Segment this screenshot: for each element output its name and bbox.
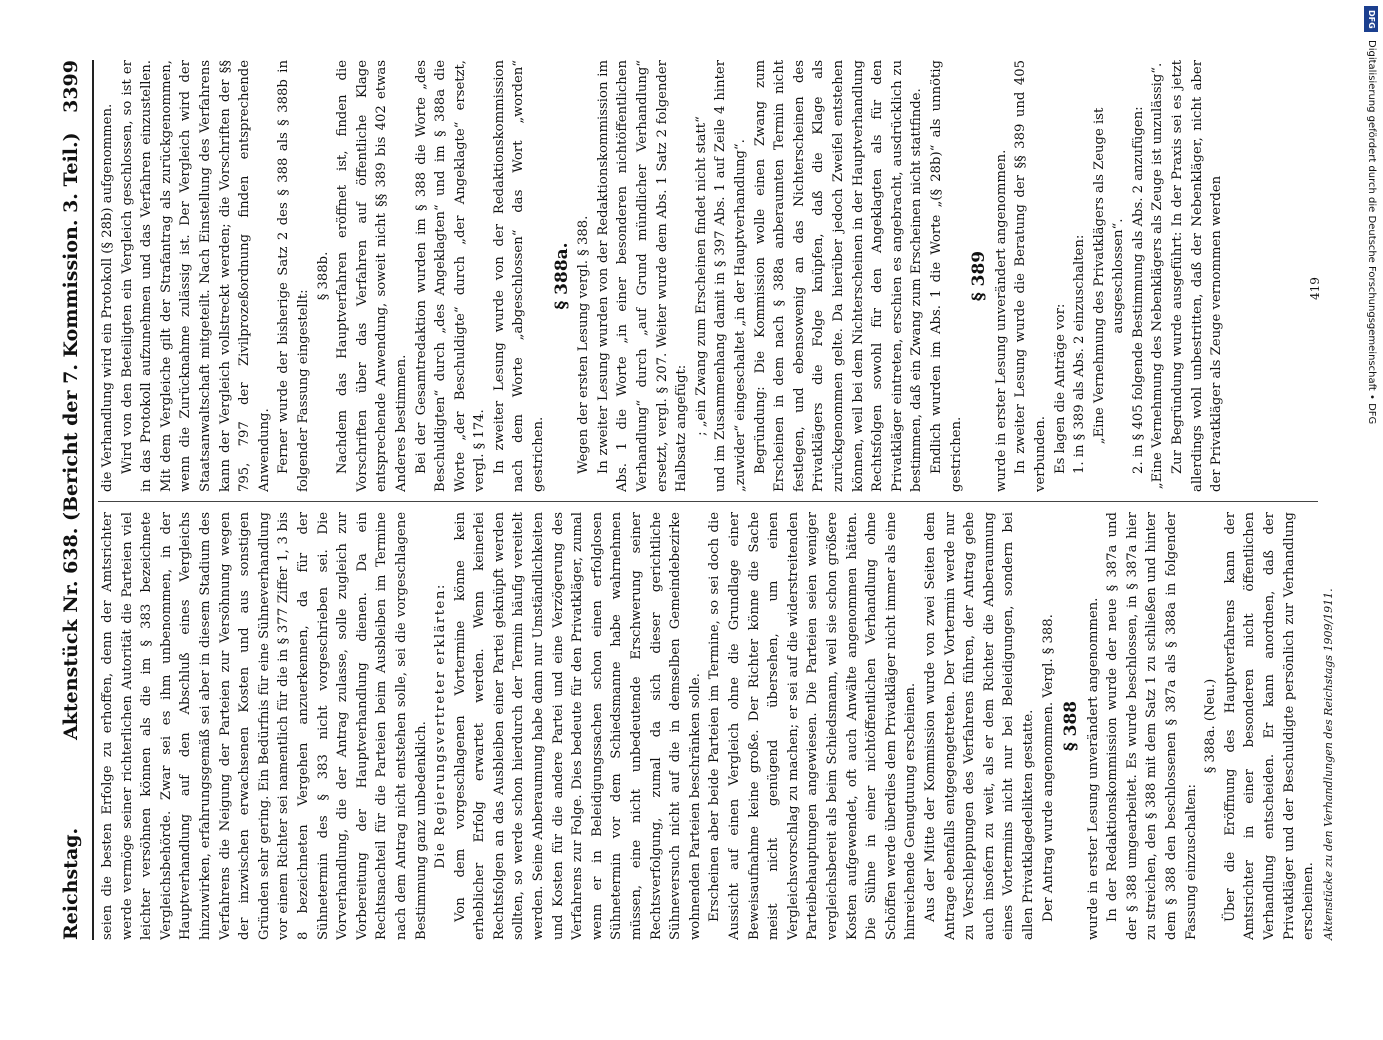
- dfg-sidebar: [1358, 0, 1383, 1000]
- page-number: 3399: [60, 60, 82, 113]
- paragraph: Der Antrag wurde angenommen. Vergl. § 388.: [1040, 614, 1056, 922]
- column-divider: [98, 501, 1318, 502]
- paragraph: und im Zusammenhang damit in § 397 Abs. 1 auf Zeile 4 hinter „zuwider“ eingeschaltet „in der Hauptverhandlung“.: [713, 60, 748, 492]
- header-rule: [92, 60, 94, 940]
- paragraph: Begründung: Die Kommission wolle einen Zwang zum Erscheinen in dem nach § 388a anberaumten Termin nicht festlegen, und ebensowenig an das Nichterscheinen des Privatklägers die Folge knüpfen, daß die Klage als zurückgenommen gelte. Da hierüber jedoch Zweifel entstehen können, weil bei dem Nichterscheinen in der Hauptverhandlung Rechtsfolgen sowohl für den Angeklagten als für den Privatkläger eintreten, erschien es angebracht, ausdrücklich zu bestimmen, daß ein Zwang zum Erscheinen nicht stattfinde.: [752, 60, 925, 492]
- paragraph: Von dem vorgeschlagenen Vortermine könne kein erheblicher Erfolg erwartet werden. Wenn keinerlei Rechtsfolgen an das Ausbleiben einer Partei geknüpft werden sollten, so werde schon hierdurch der Termin häufig vereitelt werden. Seine Anberaumung habe dann nur Umständlichkeiten und Kosten für die andere Partei und eine Verzögerung des Verfahrens zur Folge. Dies bedeute für den Privatkläger, zumal wenn er in Beleidigungssachen schon einen erfolglosen Sühnetermin vor dem Schiedsmanne habe wahrnehmen müssen, eine nicht unbedeutende Erschwerung seiner Rechtsverfolgung, zumal da sich dieser gerichtliche Sühneversuch nicht auf die in demselben Gemeindebezirke wohnenden Parteien beschränken solle.: [452, 512, 703, 940]
- paragraph: Wegen der ersten Lesung vergl. § 388.: [576, 215, 592, 474]
- section-heading-388: § 388: [1061, 700, 1082, 752]
- paragraph: wurde in erster Lesung unverändert angenommen.: [1085, 597, 1101, 940]
- left-column: [98, 512, 1318, 940]
- paragraph: Aus der Mitte der Kommission wurde von zwei Seiten dem Antrage ebenfalls entgegengetreten. Der Vortermin werde nur zu Verschleppungen des Verfahrens führen, der Antrag gehe auch insofern zu weit, als er dem Richter die Anberaumung eines Vortermins nicht nur bei Beleidigungen, sondern bei allen Privatklagedelikten gestatte.: [922, 512, 1036, 940]
- paragraph: seien die besten Erfolge zu erhoffen, denn der Amtsrichter werde vermöge seiner richterlichen Autorität die Parteien viel leichter versöhnen können als die im § 383 bezeichnete Vergleichsbehörde. Zwar sei es ihm unbenommen, in der Hauptverhandlung auf den Abschluß eines Vergleichs hinzuwirken, erfahrungsgemäß sei aber in diesem Stadium des Verfahrens die Neigung der Parteien zur Versöhnung wegen der inzwischen erwachsenen Kosten und aus sonstigen Gründen sehr gering. Ein Bedürfnis für eine Sühneverhandlung vor einem Richter sei namentlich für die in § 377 Ziffer 1, 3 bis 8 bezeichneten Vergehen anzuerkennen, da für der Sühnetermin des § 383 nicht vorgeschrieben sei. Die Vorverhandlung, die der Antrag zulasse, solle zugleich zur Vorbereitung der Hauptverhandlung dienen. Da ein Rechtsnachteil für die Parteien beim Ausbleiben im Termine nach dem Antrag nicht entstehen solle, sei die vorgeschlagene Bestimmung ganz unbedenklich.: [100, 512, 429, 940]
- dfg-logo: DFG: [1364, 6, 1378, 32]
- page-header: [60, 60, 86, 940]
- quote: ; „ein Zwang zum Erscheinen findet nicht statt“: [693, 116, 709, 436]
- paragraph: Bei der Gesamtredaktion wurden im § 388 die Worte „des Beschuldigten“ durch „des Angeklagten“ und im § 388a die Worte „der Beschuldigte“ durch „der Angeklagte“ ersetzt, vergl. § 174.: [413, 60, 488, 492]
- paragraph: In der Redaktionskommission wurde der neue § 387a und der § 388 umgearbeitet. Es wurde beschlossen, in § 387a hier zu streichen, den § 388 mit dem Satz 1 zu schließen und hinter dem § 388 den beschlossenen § 387a als § 388a in folgender Fassung einzuschalten:: [1105, 512, 1199, 940]
- section-heading-388a: § 388a.: [551, 242, 572, 310]
- header-title: Aktenstück Nr. 638. (Bericht der 7. Kommission. 3. Teil.): [60, 132, 82, 740]
- paragraph: Die Regierungsvertreter erklärten:: [433, 583, 449, 869]
- header-left: Reichstag.: [60, 827, 82, 940]
- paragraph: Erscheinen aber beide Parteien im Termine, so sei doch die Aussicht auf einen Vergleich ohne die Grundlage einer Beweisaufnahme keine große. Der Richter könne die Sache meist nicht genügend übersehen, um einen Vergleichsvorschlag zu machen; er sei auf die widerstreitenden Parteibehauptungen angewiesen. Die Parteien seien weniger vergleichsbereit als beim Schiedsmann, weil sie schon größere Kosten aufgewendet, oft auch Anwälte angenommen hätten. Die Sühne in einer nichtöffentlichen Verhandlung ohne Schöffen werde überdies dem Privatkläger nicht immer als eine hinreichende Genugtuung erscheinen.: [707, 512, 919, 940]
- quote: „Eine Vernehmung des Nebenklägers als Zeuge ist unzulässig“.: [1150, 62, 1166, 490]
- section-heading-389: § 389: [969, 250, 990, 302]
- paragraph: Endlich wurden im Abs. 1 die Worte „(§ 28b)“ als unnötig gestrichen.: [928, 60, 964, 492]
- paragraph: Ferner wurde der bisherige Satz 2 des § 388 als § 388b in folgender Fassung eingestellt:: [276, 60, 311, 492]
- paragraph: Über die Eröffnung des Hauptverfahrens kann der Amtsrichter in einer besonderen nicht öffentlichen Verhandlung entscheiden. Er kann anordnen, daß der Privatkläger und der Beschuldigte persönlich zur Verhandlung erscheinen.: [1222, 512, 1317, 940]
- dfg-credit: Digitalisierung gefördert durch die Deutsche Forschungsgemeinschaft • DFG: [1366, 40, 1377, 425]
- paragraph: Nachdem das Hauptverfahren eröffnet ist, finden die Vorschriften über das Verfahren auf öffentliche Klage entsprechende Anwendung, soweit nicht §§ 389 bis 402 etwas Anderes bestimmen.: [335, 60, 409, 492]
- footer-note: Aktenstücke zu den Verhandlungen des Reichstags 1909/1911.: [1322, 588, 1335, 940]
- right-column: [98, 60, 1318, 492]
- paragraph: die Verhandlung wird ein Protokoll (§ 28b) aufgenommen.: [100, 103, 115, 492]
- list-item: 2. in § 405 folgende Bestimmung als Abs. 2 anzufügen:: [1130, 106, 1146, 474]
- paragraph: Zur Begründung wurde ausgeführt: In der Praxis sei es jetzt allerdings wohl unbestritten, daß der Nebenkläger, nicht aber der Privatkläger als Zeuge vernommen werden: [1170, 60, 1225, 492]
- list-item: 1. in § 389 als Abs. 2 einzuschalten:: [1072, 234, 1088, 474]
- paragraph: Es lagen die Anträge vor:: [1052, 303, 1068, 474]
- paragraph: In zweiter Lesung wurden von der Redaktionskommission im Abs. 1 die Worte „in einer besonderen nichtöffentlichen Verhandlung“ durch „auf Grund mündlicher Verhandlung“ ersetzt, vergl. § 207. Weiter wurde dem Abs. 1 Satz 2 folgender Halbsatz angefügt:: [595, 60, 690, 492]
- section-label-388b: § 388b.: [315, 251, 331, 301]
- paragraph: In zweiter Lesung wurde von der Redaktionskommission nach dem Worte „abgeschlossen“ das Wort „worden“ gestrichen.: [491, 60, 547, 492]
- quote: „Eine Vernehmung des Privatklägers als Zeuge ist ausgeschlossen“.: [1091, 107, 1127, 445]
- signature-number: 419: [1308, 277, 1322, 300]
- paragraph: wurde in erster Lesung unverändert angenommen.: [993, 149, 1009, 492]
- paragraph: In zweiter Lesung wurde die Beratung der §§ 389 und 405 verbunden.: [1013, 60, 1048, 492]
- paragraph: Wird von den Beteiligten ein Vergleich geschlossen, so ist er in das Protokoll aufzunehmen und das Verfahren einzustellen. Mit dem Vergleiche gilt der Strafantrag als zurückgenommen, wenn die Zurücknahme zulässig ist. Der Vergleich wird der Staatsanwaltschaft mitgeteilt. Nach Einstellung des Verfahrens kann der Vergleich vollstreckt werden; die Vorschriften der §§ 795, 797 der Zivilprozeßordnung finden entsprechende Anwendung.: [119, 60, 272, 492]
- section-label-388a-new: § 388a. (Neu.): [1203, 678, 1219, 774]
